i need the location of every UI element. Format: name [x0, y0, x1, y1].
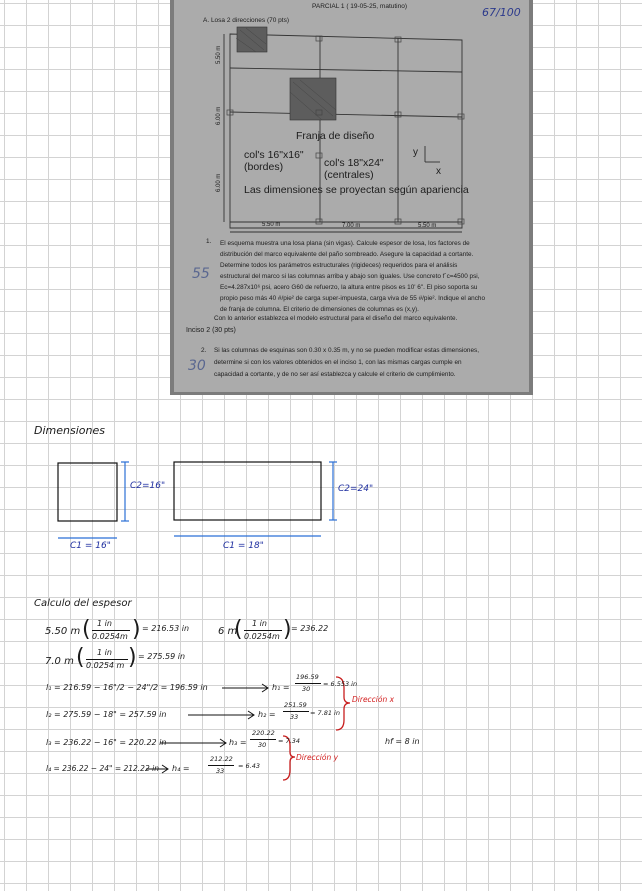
h3-num: 220.22 — [252, 729, 275, 737]
q2-score: 30 — [188, 358, 206, 374]
conv1-paren: ( — [82, 617, 91, 642]
conv3-bar — [86, 659, 128, 660]
dimensiones-title: Dimensiones — [34, 424, 105, 437]
arrow-h2 — [188, 711, 254, 719]
direction-y-label: Dirección y — [296, 753, 339, 762]
l3-expression: l₃ = 236.22 − 16" = 220.22 in — [46, 738, 167, 747]
arrow-h3 — [160, 739, 226, 747]
col1-height-label: C2=16" — [130, 481, 166, 491]
q1-line-last: Con lo anterior establezca el modelo estructural para el diseño del marco equivalente. — [214, 315, 458, 322]
inciso-2-title: Inciso 2 (30 pts) — [186, 327, 236, 334]
h2-den: 33 — [290, 713, 299, 721]
q2-number: 2. — [201, 347, 207, 354]
h1-bar — [295, 683, 321, 684]
h3-bar — [250, 739, 276, 740]
conv1-rhs: = 216.53 in — [142, 624, 190, 633]
dim-bottom-1: 5.50 m — [262, 222, 281, 228]
dim-bottom-2: 7.00 m — [342, 223, 361, 229]
conv2-num: 1 in — [252, 619, 267, 628]
conv1-lhs: 5.50 m — [45, 626, 81, 637]
q1-line: estructural del marco si las columnas arriba y abajo son iguales. Use concreto f´c=4500 psi, — [220, 273, 480, 280]
col1-width-label: C1 = 16" — [70, 541, 111, 551]
q2-line: determine si con los valores obtenidos en el inciso 1, con las mismas cargas cumple en — [214, 359, 462, 366]
q1-line: de franja de columna. El criterio de dimensiones de columnas es (x,y). — [220, 306, 419, 313]
hf-note: hf = 8 in — [385, 737, 420, 746]
h3-den: 30 — [258, 741, 267, 749]
h3-rhs: = 7.34 — [278, 737, 300, 745]
h1-lhs: h₁ = — [272, 683, 290, 692]
q1-line: propio peso más 40 #/pie² de carga super-impuesta, carga viva de 55 #/pie². Indique el ancho — [220, 295, 486, 302]
dim-left-top: 5.50 m — [216, 45, 222, 64]
border-column-rect — [58, 463, 117, 521]
h2-bar — [283, 711, 309, 712]
conv3-num: 1 in — [97, 648, 112, 657]
section-a-title: A. Losa 2 direcciones (70 pts) — [203, 17, 289, 24]
dim-left-bot: 6.00 m — [216, 173, 222, 192]
exam-grade: 67/100 — [482, 6, 521, 19]
q2-line: Si las columnas de esquinas son 0.30 x 0.35 m, y no se pueden modificar estas dimensiones, — [214, 347, 480, 354]
conv3-paren-close: ) — [128, 645, 137, 670]
center-column-rect — [174, 462, 321, 520]
l2-expression: l₂ = 275.59 − 18" = 257.59 in — [46, 710, 167, 719]
cols-border-sub: (bordes) — [244, 161, 284, 173]
h4-rhs: = 6.43 — [238, 762, 260, 770]
q1-line: El esquema muestra una losa plana (sin vigas). Calcule espesor de losa, los factores de — [220, 240, 470, 247]
q1-score: 55 — [192, 266, 210, 282]
q1-line: distribución del marco equivalente del paño sombreado. Asegure la capacidad a cortante. — [220, 251, 474, 258]
l1-expression: l₁ = 216.59 − 16"/2 − 24"/2 = 196.59 in — [46, 683, 208, 692]
col2-width-label: C1 = 18" — [223, 541, 264, 551]
exam-header: PARCIAL 1 ( 19-05-25, matutino) — [312, 3, 408, 10]
h1-num: 196.59 — [296, 673, 319, 681]
conv1-bar — [92, 630, 130, 631]
axis-y-label: y — [413, 147, 418, 158]
l4-expression: l₄ = 236.22 − 24" = 212.22 in — [46, 764, 159, 773]
col2-height-label: C2=24" — [338, 484, 374, 494]
conv2-rhs: = 236.22 — [291, 624, 329, 633]
dim-bottom-3: 5.50 m — [418, 223, 437, 229]
conv2-paren-close: ) — [283, 617, 292, 642]
conv2-lhs: 6 m — [218, 626, 238, 637]
h4-bar — [208, 765, 234, 766]
conv1-num: 1 in — [97, 619, 112, 628]
projection-note: Las dimensiones se proyectan según apariencia — [244, 184, 469, 196]
direction-x-label: Dirección x — [352, 695, 395, 704]
h4-num: 212.22 — [210, 755, 233, 763]
h1-den: 30 — [302, 685, 311, 693]
strip-label: Franja de diseño — [296, 130, 375, 142]
cols-center-label: col's 18"x24" — [324, 157, 384, 169]
conv3-rhs: = 275.59 in — [138, 652, 186, 661]
axis-x-label: x — [436, 166, 441, 177]
h2-rhs: = 7.81 in — [310, 709, 340, 717]
q1-line: Ec=4.287x10⁶ psi, acero G60 de refuerzo, la altura entre pisos es 10' 6". El piso soporta su — [220, 284, 478, 291]
conv2-paren: ( — [234, 617, 243, 642]
h2-lhs: h₂ = — [258, 710, 276, 719]
conv2-bar — [244, 630, 282, 631]
cols-center-sub: (centrales) — [324, 169, 374, 181]
calculo-title: Calculo del espesor — [34, 598, 132, 609]
arrow-h1 — [222, 684, 268, 692]
dim-left-mid: 6.00 m — [216, 106, 222, 125]
cols-border-label: col's 16"x16" — [244, 149, 304, 161]
h3-lhs: h₃ = — [229, 738, 247, 747]
conv1-den: 0.0254m — [92, 632, 128, 641]
conv3-paren: ( — [76, 645, 85, 670]
conv2-den: 0.0254m — [244, 632, 280, 641]
h2-num: 251.59 — [284, 701, 307, 709]
conv3-den: 0.0254 m — [86, 661, 125, 670]
q1-line: Determine todos los parámetros estructurales (rigideces) requeridos para el análisis — [220, 262, 458, 269]
conv1-paren-close: ) — [132, 617, 141, 642]
q1-number: 1. — [206, 238, 212, 245]
h4-den: 33 — [216, 767, 225, 775]
h4-lhs: h₄ = — [172, 764, 190, 773]
conv3-lhs: 7.0 m — [45, 656, 74, 667]
q2-line: capacidad a cortante, y de no ser así establezca y calcule el criterio de cumplimiento. — [214, 371, 456, 378]
h1-rhs: = 6.553 in — [323, 680, 358, 688]
